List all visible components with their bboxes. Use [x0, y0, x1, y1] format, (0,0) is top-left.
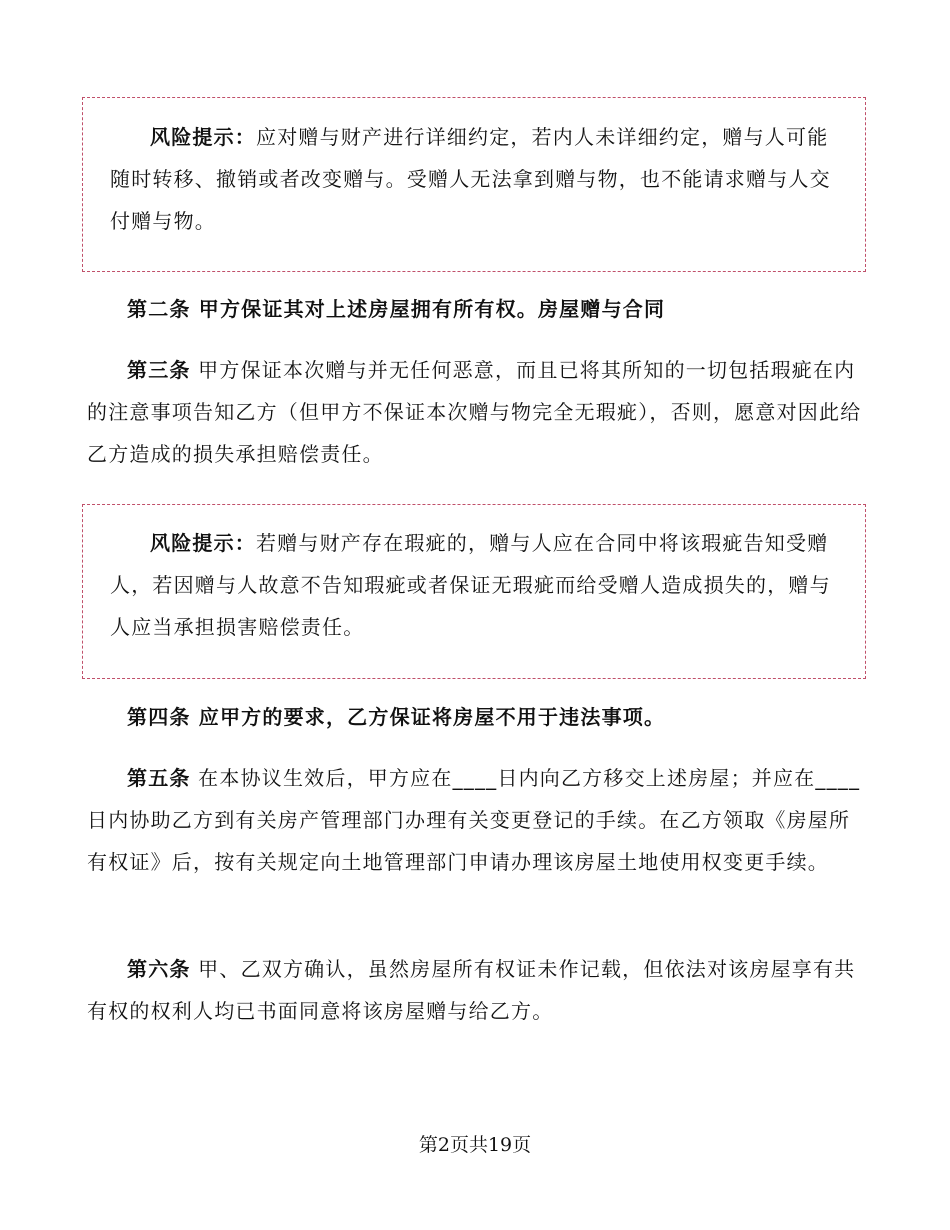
article-label: 第五条 — [127, 766, 191, 790]
risk-note-text: 若赠与财产存在瑕疵的，赠与人应在合同中将该瑕疵告知受赠人，若因赠与人故意不告知瑕疵或者保证无瑕疵而给受赠人造成损失的，赠与人应当承担损害赔偿责任。 — [110, 531, 831, 639]
article-text: 甲方保证本次赠与并无任何恶意，而且已将其所知的一切包括瑕疵在内的注意事项告知乙方（但甲方不保证本次赠与物完全无瑕疵），否则，愿意对因此给乙方造成的损失承担赔偿责任。 — [87, 358, 862, 466]
article-2 — [87, 288, 867, 330]
article-text: 甲、乙双方确认，虽然房屋所有权证未作记载，但依法对该房屋享有共有权的权利人均已书面同意将该房屋赠与给乙方。 — [87, 957, 856, 1023]
article-label: 第四条 — [127, 705, 191, 729]
article-3 — [87, 349, 867, 475]
risk-note-label: 风险提示： — [150, 531, 256, 555]
article-4 — [87, 696, 867, 738]
article-6 — [87, 948, 867, 1032]
article-5 — [87, 757, 867, 883]
article-label: 第三条 — [127, 358, 191, 382]
article-label: 第六条 — [127, 957, 191, 981]
article-label: 第二条 — [127, 297, 191, 321]
article-text: 应甲方的要求，乙方保证将房屋不用于违法事项。 — [190, 705, 666, 729]
page-indicator: 第2页共19页 — [418, 1134, 532, 1156]
risk-note-2 — [110, 522, 845, 648]
risk-note-label: 风险提示： — [150, 125, 256, 149]
risk-note-text: 应对赠与财产进行详细约定，若内人未详细约定，赠与人可能随时转移、撤销或者改变赠与。受赠人无法拿到赠与物，也不能请求赠与人交付赠与物。 — [110, 125, 831, 233]
risk-note-1 — [110, 116, 845, 242]
article-text: 甲方保证其对上述房屋拥有所有权。房屋赠与合同 — [190, 297, 666, 321]
article-text: 在本协议生效后，甲方应在____日内向乙方移交上述房屋；并应在____日内协助乙方到有关房产管理部门办理有关变更登记的手续。在乙方领取《房屋所有权证》后，按有关规定向土地管理部门申请办理该房屋土地使用权变更手续。 — [87, 766, 861, 874]
